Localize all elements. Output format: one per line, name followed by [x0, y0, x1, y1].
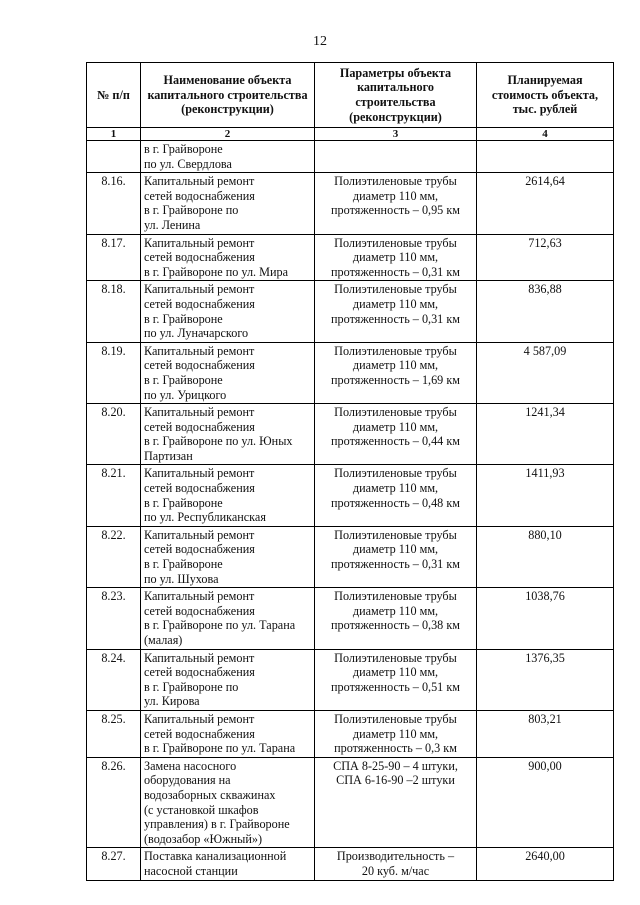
header-params: Параметры объекта капитального строительства (реконструкции): [315, 63, 477, 128]
row-number: 8.16.: [87, 173, 141, 234]
table-header-row: [87, 63, 614, 128]
column-number: 4: [477, 128, 614, 141]
row-number: 8.18.: [87, 281, 141, 342]
planned-cost: 712,63: [477, 234, 614, 281]
planned-cost: 4 587,09: [477, 342, 614, 403]
planned-cost: 900,00: [477, 757, 614, 848]
column-number: 3: [315, 128, 477, 141]
row-number: 8.21.: [87, 465, 141, 526]
column-number-row: [87, 128, 614, 141]
object-params: Полиэтиленовые трубы диаметр 110 мм, протяженность – 0,31 км: [315, 234, 477, 281]
table-row: [87, 649, 614, 710]
planned-cost: 2640,00: [477, 848, 614, 880]
table-row: [87, 588, 614, 649]
object-name: Капитальный ремонт сетей водоснабжения в г. Грайвороне по ул. Ленина: [141, 173, 315, 234]
table-row: [87, 710, 614, 757]
row-number: 8.20.: [87, 404, 141, 465]
object-params: Полиэтиленовые трубы диаметр 110 мм, протяженность – 0,31 км: [315, 526, 477, 587]
object-name: Капитальный ремонт сетей водоснабжения в г. Грайвороне по ул. Республиканская: [141, 465, 315, 526]
object-params: [315, 141, 477, 173]
table-row: [87, 757, 614, 848]
object-name: Капитальный ремонт сетей водоснабжения в г. Грайвороне по ул. Мира: [141, 234, 315, 281]
object-name: Замена насосного оборудования на водозаборных скважинах (с установкой шкафов управления) в г. Грайвороне (водозабор «Южный»): [141, 757, 315, 848]
row-number: 8.27.: [87, 848, 141, 880]
object-params: Полиэтиленовые трубы диаметр 110 мм, протяженность – 0,48 км: [315, 465, 477, 526]
row-number: 8.22.: [87, 526, 141, 587]
planned-cost: 1411,93: [477, 465, 614, 526]
header-num: № п/п: [87, 63, 141, 128]
header-name: Наименование объекта капитального строительства (реконструкции): [141, 63, 315, 128]
planned-cost: [477, 141, 614, 173]
object-params: Полиэтиленовые трубы диаметр 110 мм, протяженность – 0,38 км: [315, 588, 477, 649]
object-name: Капитальный ремонт сетей водоснабжения в г. Грайвороне по ул. Кирова: [141, 649, 315, 710]
object-params: Полиэтиленовые трубы диаметр 110 мм, протяженность – 1,69 км: [315, 342, 477, 403]
planned-cost: 803,21: [477, 710, 614, 757]
table-row: [87, 526, 614, 587]
row-number: 8.26.: [87, 757, 141, 848]
planned-cost: 1038,76: [477, 588, 614, 649]
planned-cost: 836,88: [477, 281, 614, 342]
object-params: Полиэтиленовые трубы диаметр 110 мм, протяженность – 0,31 км: [315, 281, 477, 342]
row-number: 8.25.: [87, 710, 141, 757]
table-row: [87, 404, 614, 465]
capital-construction-table: [86, 62, 614, 881]
object-name: Капитальный ремонт сетей водоснабжения в г. Грайвороне по ул. Тарана: [141, 710, 315, 757]
object-name: в г. Грайвороне по ул. Свердлова: [141, 141, 315, 173]
column-number: 1: [87, 128, 141, 141]
row-number: 8.17.: [87, 234, 141, 281]
row-number: 8.19.: [87, 342, 141, 403]
planned-cost: 880,10: [477, 526, 614, 587]
object-name: Капитальный ремонт сетей водоснабжения в г. Грайвороне по ул. Юных Партизан: [141, 404, 315, 465]
table-row: [87, 173, 614, 234]
object-params: Производительность – 20 куб. м/час: [315, 848, 477, 880]
object-params: Полиэтиленовые трубы диаметр 110 мм, протяженность – 0,95 км: [315, 173, 477, 234]
planned-cost: 1376,35: [477, 649, 614, 710]
table-row: [87, 141, 614, 173]
object-params: Полиэтиленовые трубы диаметр 110 мм, протяженность – 0,3 км: [315, 710, 477, 757]
table-row: [87, 281, 614, 342]
object-name: Поставка канализационной насосной станции: [141, 848, 315, 880]
object-params: Полиэтиленовые трубы диаметр 110 мм, протяженность – 0,51 км: [315, 649, 477, 710]
table-body: [87, 141, 614, 881]
object-name: Капитальный ремонт сетей водоснабжения в г. Грайвороне по ул. Луначарского: [141, 281, 315, 342]
planned-cost: 2614,64: [477, 173, 614, 234]
table-row: [87, 848, 614, 880]
table-row: [87, 342, 614, 403]
table-row: [87, 465, 614, 526]
row-number: [87, 141, 141, 173]
planned-cost: 1241,34: [477, 404, 614, 465]
column-number: 2: [141, 128, 315, 141]
object-params: СПА 8-25-90 – 4 штуки, СПА 6-16-90 –2 штуки: [315, 757, 477, 848]
object-name: Капитальный ремонт сетей водоснабжения в г. Грайвороне по ул. Шухова: [141, 526, 315, 587]
row-number: 8.24.: [87, 649, 141, 710]
table-row: [87, 234, 614, 281]
page-number: 12: [313, 34, 327, 49]
object-params: Полиэтиленовые трубы диаметр 110 мм, протяженность – 0,44 км: [315, 404, 477, 465]
row-number: 8.23.: [87, 588, 141, 649]
header-cost: Планируемая стоимость объекта, тыс. рублей: [477, 63, 614, 128]
object-name: Капитальный ремонт сетей водоснабжения в г. Грайвороне по ул. Урицкого: [141, 342, 315, 403]
object-name: Капитальный ремонт сетей водоснабжения в г. Грайвороне по ул. Тарана (малая): [141, 588, 315, 649]
